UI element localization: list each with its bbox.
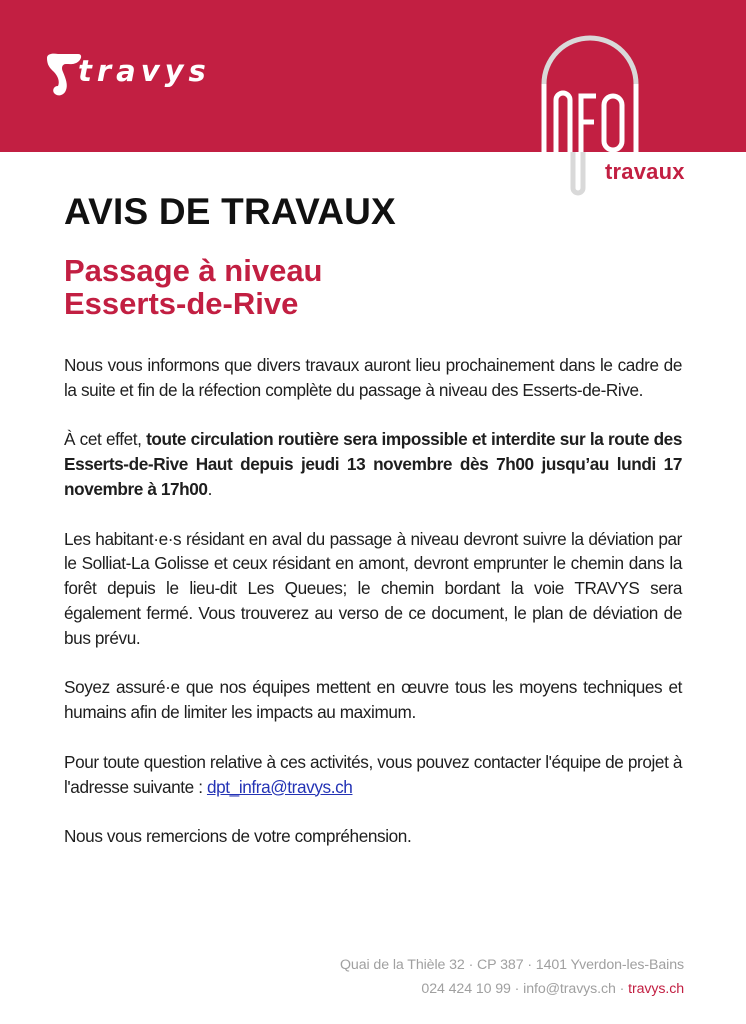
paragraph-assurance: Soyez assuré·e que nos équipes mettent en œuvre tous les moyens techniques et humains afin de limiter les impacts au maximum. bbox=[64, 677, 682, 723]
paragraph-detour: Les habitant·e·s résidant en aval du passage à niveau devront suivre la déviation par le Solliat-La Golisse et ceux résidant en amont, devront emprunter le chemin dans la forêt depuis le lieu-dit Les Queues; le chemin bordant la voie TRAVYS sera également fermé. Vous trouverez au verso de ce document, le plan de déviation de bus prévu. bbox=[64, 528, 682, 648]
footer-website-link[interactable]: travys.ch bbox=[628, 981, 684, 997]
subtitle-line-2: Esserts-de-Rive bbox=[64, 286, 299, 321]
subtitle-line-1: Passage à niveau bbox=[64, 253, 323, 288]
page-title: AVIS DE TRAVAUX bbox=[64, 191, 396, 232]
closure-intro: À cet effet, bbox=[64, 429, 147, 450]
footer-contact bbox=[340, 953, 684, 1001]
paragraph-thanks: Nous vous remercions de votre compréhension. bbox=[64, 826, 412, 847]
footer-email[interactable]: info@travys.ch bbox=[523, 981, 616, 997]
closure-details: toute circulation routière sera impossible et interdite sur la route des Esserts-de-Rive Haut depuis jeudi 13 novembre dès 7h00 jusqu’au lundi 17 novembre à 17h00 bbox=[64, 429, 682, 499]
paragraph-contact bbox=[64, 750, 682, 800]
travys-wordmark: travys bbox=[78, 54, 211, 88]
footer-phone: 024 424 10 99 bbox=[421, 981, 511, 997]
footer-contact-line bbox=[340, 977, 684, 1001]
closure-end: . bbox=[207, 478, 212, 499]
notice-body bbox=[64, 353, 682, 874]
paragraph-intro: Nous vous informons que divers travaux auront lieu prochainement dans le cadre de la suite et fin de la réfection complète du passage à niveau des Esserts-de-Rive. bbox=[64, 355, 682, 400]
footer-separator: · bbox=[510, 981, 524, 997]
page-subtitle bbox=[64, 254, 323, 320]
info-travaux-label: travaux bbox=[605, 159, 685, 184]
travys-logo bbox=[44, 52, 209, 98]
contact-text: Pour toute question relative à ces activités, vous pouvez contacter l'équipe de projet à l'adresse suivante : bbox=[64, 751, 682, 797]
contact-email-link[interactable]: dpt_infra@travys.ch bbox=[206, 776, 353, 797]
paragraph-closure bbox=[64, 427, 682, 501]
footer-address: Quai de la Thièle 32 · CP 387 · 1401 Yverdon-les-Bains bbox=[340, 957, 684, 973]
footer-separator: · bbox=[615, 981, 629, 997]
